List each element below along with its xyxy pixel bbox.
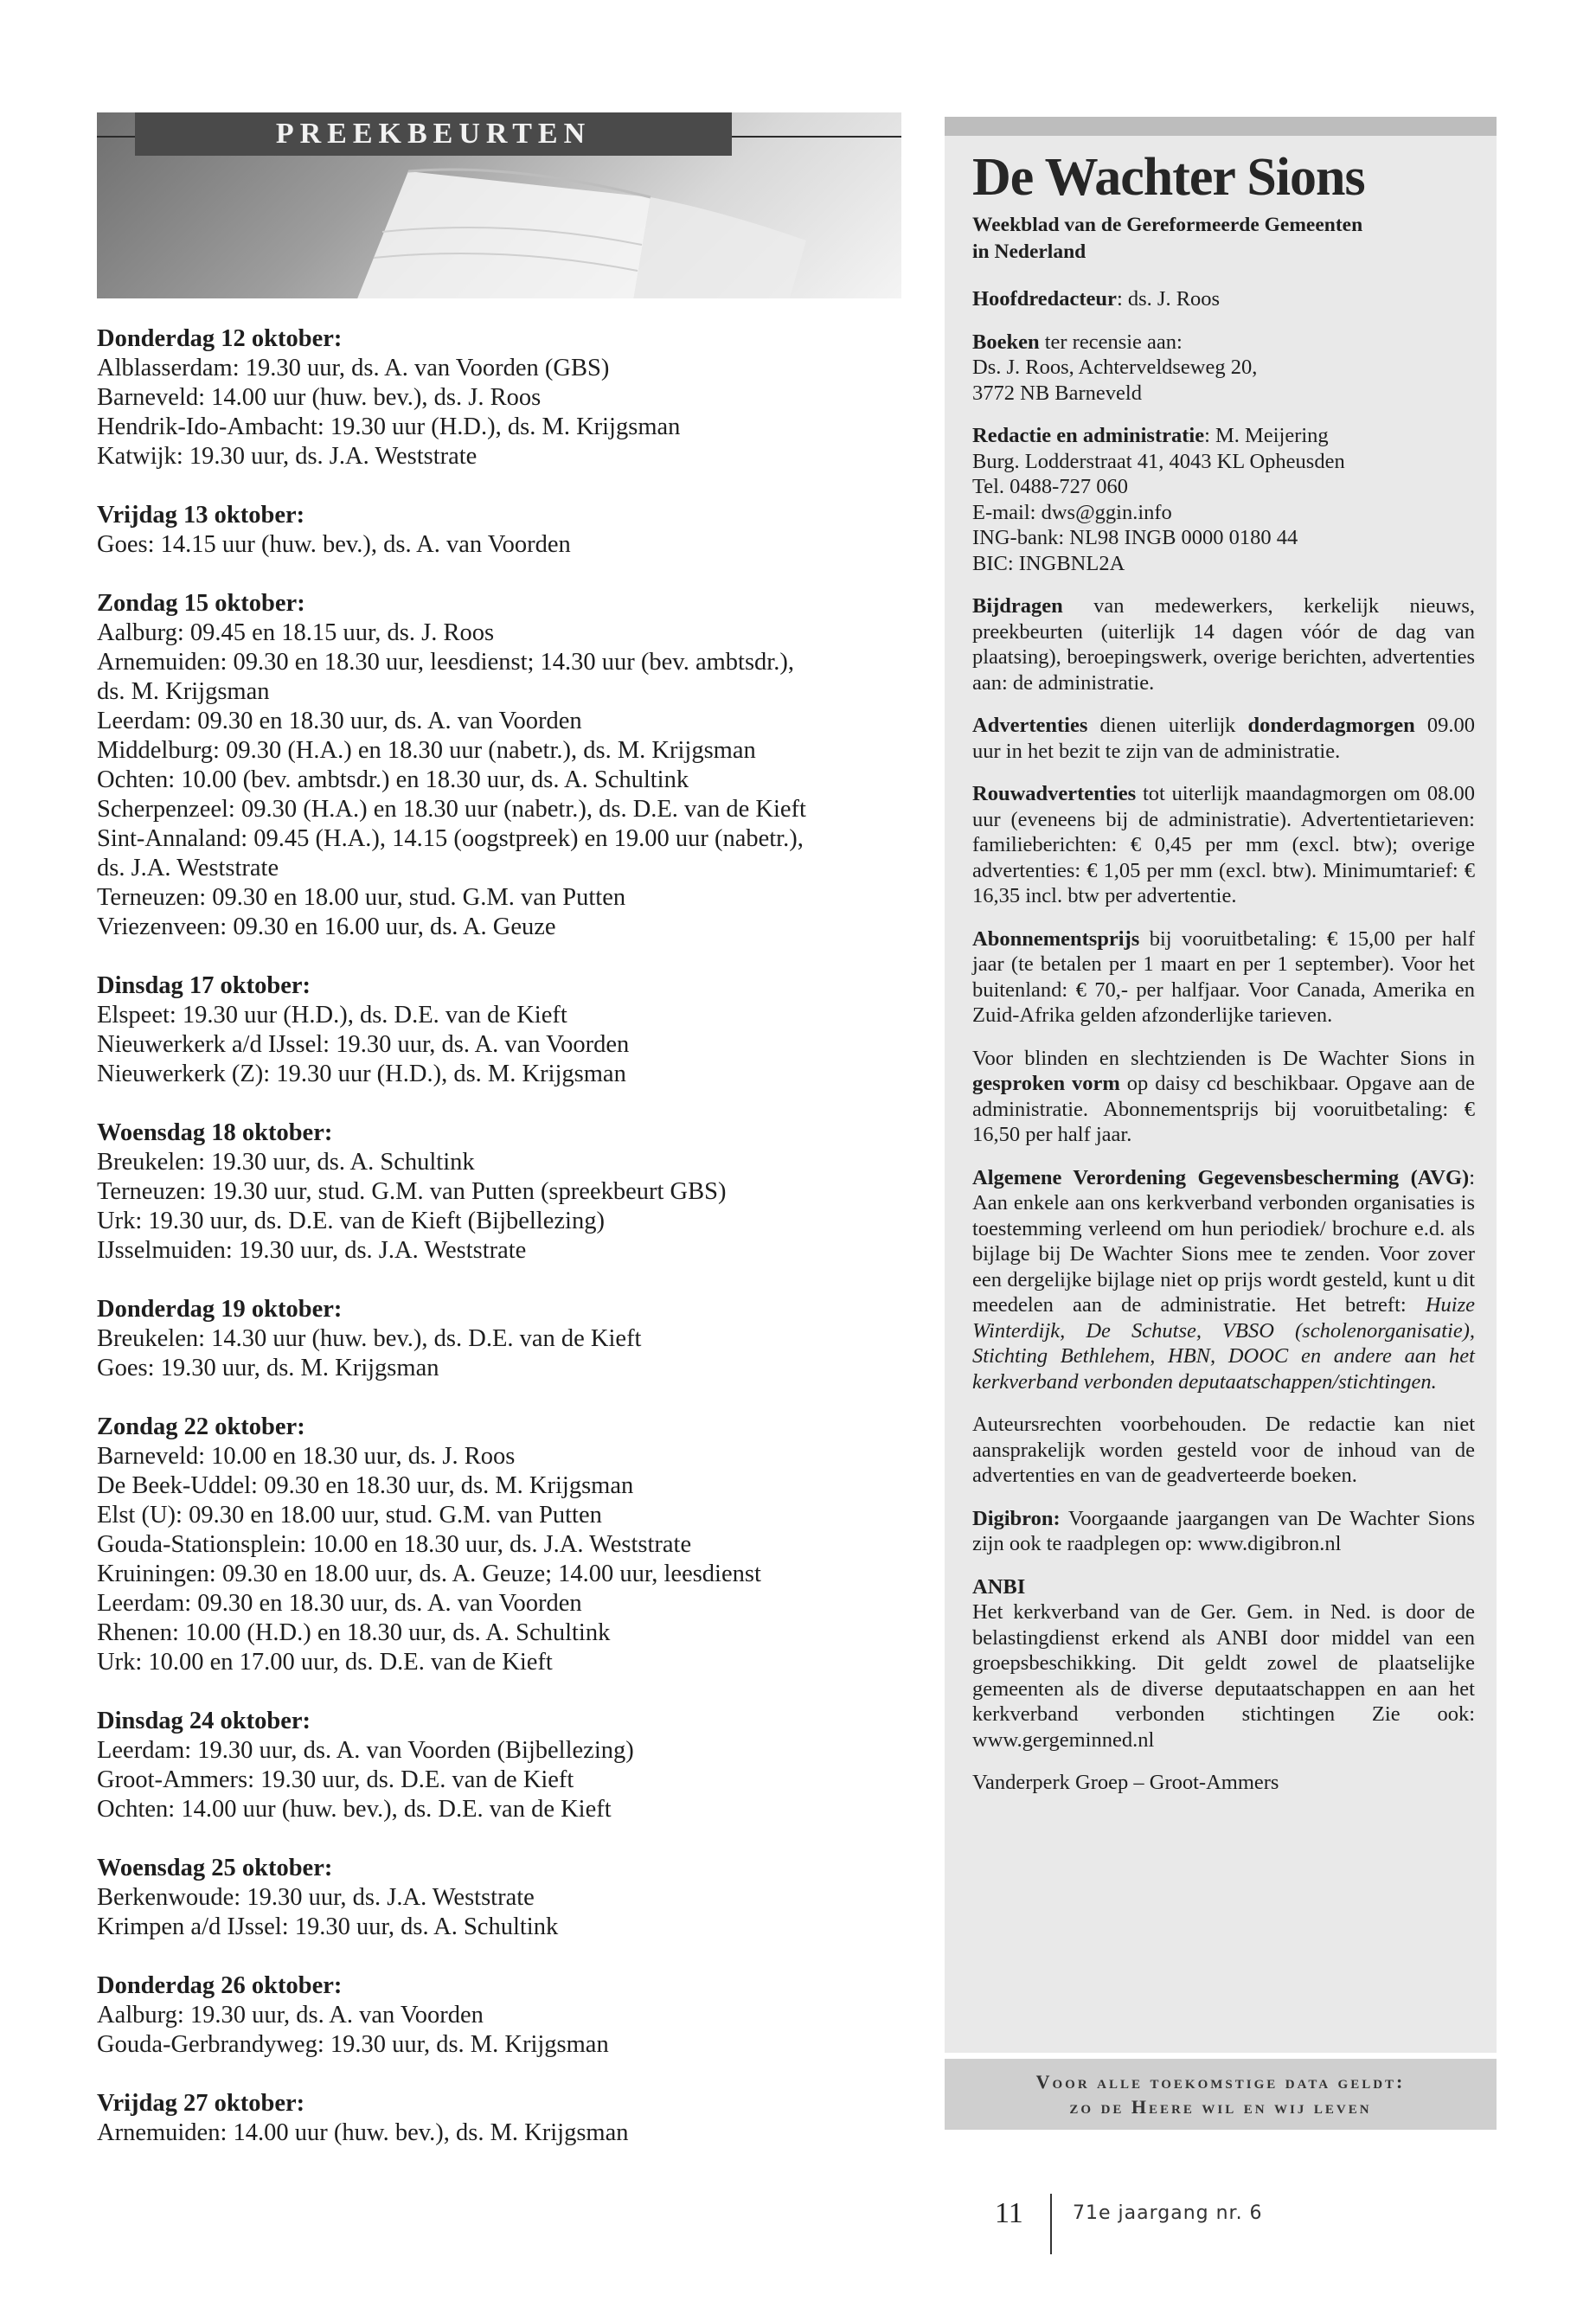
service-entry: Vriezenveen: 09.30 en 16.00 uur, ds. A. Geuze <box>97 913 556 940</box>
service-entry: Berkenwoude: 19.30 uur, ds. J.A. Weststrate <box>97 1884 535 1911</box>
open-book-icon <box>97 137 901 298</box>
service-entry: Urk: 10.00 en 17.00 uur, ds. D.E. van de Kieft <box>97 1649 553 1676</box>
service-entry: Leerdam: 09.30 en 18.30 uur, ds. A. van Voorden <box>97 708 582 734</box>
service-entry: Leerdam: 19.30 uur, ds. A. van Voorden (Bijbellezing) <box>97 1737 634 1764</box>
service-entry: Elst (U): 09.30 en 18.00 uur, stud. G.M. van Putten <box>97 1502 602 1529</box>
service-entry: Goes: 19.30 uur, ds. M. Krijgsman <box>97 1355 439 1381</box>
service-entry: Arnemuiden: 09.30 en 18.30 uur, leesdienst; 14.30 uur (bev. ambtsdr.), <box>97 649 794 676</box>
day-group <box>97 2089 901 2148</box>
auteursrechten-block: Auteursrechten voorbehouden. De redactie kan niet aansprakelijk worden gesteld voor de inhoud van de advertenties en van de geadverteerde boeken. <box>972 1413 1475 1487</box>
rouwadvertenties-block: Rouwadvertenties tot uiterlijk maandagmorgen om 08.00 uur (eveneens bij de administratie). Advertentietarieven: familieberichten: € 0,45 per mm (excl. btw); overige advertenties: € 1,05 per mm (excl. btw). Minimumtarief: € 16,35 incl. btw per advertentie. <box>972 782 1475 907</box>
bijdragen-block: Bijdragen van medewerkers, kerkelijk nieuws, preekbeurten (uiterlijk 14 dagen vóór de dag van plaatsing), beroepingswerk, overige berichten, advertenties aan: de administratie. <box>972 594 1475 695</box>
banner-line-2: zo de Heere wil en wij leven <box>1069 2096 1372 2118</box>
anbi-block: ANBI Het kerkverband van de Ger. Gem. in Ned. is door de belastingdienst erkend als ANBI door middel van een groepsbeschikking. Dit geldt zowel de plaatselijke gemeenten als de diverse deputaatschappen en aan het kerkverband verbonden stichtingen Zie ook: www.gergeminned.nl <box>972 1574 1475 1752</box>
day-heading: Vrijdag 13 oktober: <box>97 502 305 529</box>
day-heading: Dinsdag 24 oktober: <box>97 1708 311 1734</box>
day-heading: Donderdag 26 oktober: <box>97 1972 343 1999</box>
service-entry: Scherpenzeel: 09.30 (H.A.) en 18.30 uur (nabetr.), ds. D.E. van de Kieft <box>97 796 806 823</box>
preekbeurten-header <box>97 112 901 298</box>
service-entry: Alblasserdam: 19.30 uur, ds. A. van Voorden (GBS) <box>97 355 610 381</box>
day-group <box>97 1118 901 1266</box>
issue-info: 71e jaargang nr. 6 <box>1073 2202 1263 2224</box>
service-entry: Groot-Ammers: 19.30 uur, ds. D.E. van de Kieft <box>97 1766 574 1793</box>
day-group <box>97 971 901 1089</box>
digibron-block: Digibron: Voorgaande jaargangen van De Wachter Sions zijn ook te raadplegen op: www.digibron.nl <box>972 1506 1475 1555</box>
page-number: 11 <box>995 2197 1023 2229</box>
redactie-block: Redactie en administratie: M. Meijering Burg. Lodderstraat 41, 4043 KL Opheusden Tel. 0488-727 060 E-mail: dws@ggin.info ING-bank: NL98 INGB 0000 0180 44 BIC: INGBNL2A <box>972 424 1345 575</box>
service-entry: Leerdam: 09.30 en 18.30 uur, ds. A. van Voorden <box>97 1590 582 1617</box>
day-heading: Zondag 22 oktober: <box>97 1413 305 1440</box>
printer-credit: Vanderperk Groep – Groot-Ammers <box>972 1771 1279 1794</box>
service-entry: Nieuwerkerk a/d IJssel: 19.30 uur, ds. A. van Voorden <box>97 1031 630 1058</box>
schedule-list <box>97 324 901 2148</box>
service-entry: Sint-Annaland: 09.45 (H.A.), 14.15 (oogstpreek) en 19.00 uur (nabetr.), <box>97 825 804 852</box>
service-entry: Breukelen: 19.30 uur, ds. A. Schultink <box>97 1149 475 1176</box>
service-entry: De Beek-Uddel: 09.30 en 18.30 uur, ds. M. Krijgsman <box>97 1472 634 1499</box>
service-entry: Terneuzen: 09.30 en 18.00 uur, stud. G.M. van Putten <box>97 884 626 911</box>
service-entry: Ochten: 10.00 (bev. ambtsdr.) en 18.30 uur, ds. A. Schultink <box>97 766 689 793</box>
day-group <box>97 501 901 560</box>
footer-divider <box>1050 2194 1052 2254</box>
service-entry: Gouda-Gerbrandyweg: 19.30 uur, ds. M. Krijgsman <box>97 2031 609 2058</box>
banner-line-1: Voor alle toekomstige data geldt: <box>1035 2071 1406 2093</box>
magazine-subtitle: Weekblad van de Gereformeerde Gemeenten in Nederland <box>972 214 1363 263</box>
blinden-block: Voor blinden en slechtzienden is De Wachter Sions in gesproken vorm op daisy cd beschikbaar. Opgave aan de administratie. Abonnementsprijs bij vooruitbetaling: € 16,50 per half jaar. <box>972 1046 1475 1146</box>
closing-banner <box>945 2059 1497 2130</box>
day-group <box>97 589 901 942</box>
preekbeurten-column <box>97 112 901 2177</box>
hoofdredacteur: Hoofdredacteur: ds. J. Roos <box>972 287 1221 311</box>
day-heading: Vrijdag 27 oktober: <box>97 2090 305 2117</box>
colophon-panel <box>945 117 1497 2053</box>
advertenties-block: Advertenties dienen uiterlijk donderdagmorgen 09.00 uur in het bezit te zijn van de administratie. <box>972 714 1476 763</box>
day-heading: Woensdag 18 oktober: <box>97 1119 333 1146</box>
service-entry: Katwijk: 19.30 uur, ds. J.A. Weststrate <box>97 443 478 470</box>
service-entry: Aalburg: 09.45 en 18.15 uur, ds. J. Roos <box>97 619 495 646</box>
day-group <box>97 1413 901 1677</box>
magazine-title: De Wachter Sions <box>972 148 1365 207</box>
service-entry: ds. M. Krijgsman <box>97 678 270 705</box>
service-entry: Nieuwerkerk (Z): 19.30 uur (H.D.), ds. M. Krijgsman <box>97 1061 626 1087</box>
day-heading: Donderdag 12 oktober: <box>97 325 343 352</box>
colophon-top-bar <box>945 117 1497 136</box>
day-heading: Dinsdag 17 oktober: <box>97 972 311 999</box>
service-entry: Gouda-Stationsplein: 10.00 en 18.30 uur, ds. J.A. Weststrate <box>97 1531 692 1558</box>
service-entry: Terneuzen: 19.30 uur, stud. G.M. van Putten (spreekbeurt GBS) <box>97 1178 727 1205</box>
service-entry: Ochten: 14.00 uur (huw. bev.), ds. D.E. van de Kieft <box>97 1796 612 1823</box>
day-heading: Zondag 15 oktober: <box>97 590 305 617</box>
service-entry: Middelburg: 09.30 (H.A.) en 18.30 uur (nabetr.), ds. M. Krijgsman <box>97 737 756 764</box>
day-group <box>97 1295 901 1383</box>
abonnementsprijs-block: Abonnementsprijs bij vooruitbetaling: € 15,00 per half jaar (te betalen per 1 maart en per 1 september). Voor het buitenland: € 70,- per halfjaar. Voor Canada, Amerika en Zuid-Afrika gelden afzonderlijke tarieven. <box>972 926 1475 1027</box>
day-group <box>97 1707 901 1824</box>
section-title: PREEKBEURTEN <box>135 112 732 156</box>
service-entry: Breukelen: 14.30 uur (huw. bev.), ds. D.E. van de Kieft <box>97 1325 642 1352</box>
day-group <box>97 1971 901 2060</box>
service-entry: Kruiningen: 09.30 en 18.00 uur, ds. A. Geuze; 14.00 uur, leesdienst <box>97 1561 761 1587</box>
avg-block: Algemene Verordening Gegevensbescherming (AVG): Aan enkele aan ons kerkverband verbonden organisaties is toestemming verleend om hun periodiek/ brochure e.d. als bijlage bij De Wachter Sions mee te zenden. Voor zover een dergelijke bijlage niet op prijs wordt gesteld, kunt u dit meedelen aan de administratie. Het betreft: Huize Winterdijk, De Schutse, VBSO (scholenorganisatie), Stichting Bethlehem, HBN, DOOC en andere aan het kerkverband verbonden deputaatschappen/stichtingen. <box>972 1165 1475 1394</box>
service-entry: Krimpen a/d IJssel: 19.30 uur, ds. A. Schultink <box>97 1913 559 1940</box>
service-entry: Aalburg: 19.30 uur, ds. A. van Voorden <box>97 2002 484 2029</box>
service-entry: Elspeet: 19.30 uur (H.D.), ds. D.E. van de Kieft <box>97 1002 567 1029</box>
service-entry: Rhenen: 10.00 (H.D.) en 18.30 uur, ds. A. Schultink <box>97 1619 611 1646</box>
boeken-block: Boeken ter recensie aan: Ds. J. Roos, Achterveldseweg 20, 3772 NB Barneveld <box>972 330 1258 405</box>
service-entry: Urk: 19.30 uur, ds. D.E. van de Kieft (Bijbellezing) <box>97 1208 605 1234</box>
service-entry: Hendrik-Ido-Ambacht: 19.30 uur (H.D.), ds. M. Krijgsman <box>97 413 681 440</box>
service-entry: Goes: 14.15 uur (huw. bev.), ds. A. van Voorden <box>97 531 571 558</box>
day-heading: Woensdag 25 oktober: <box>97 1855 333 1881</box>
service-entry: Barneveld: 14.00 uur (huw. bev.), ds. J. Roos <box>97 384 542 411</box>
day-group <box>97 1854 901 1942</box>
service-entry: ds. J.A. Weststrate <box>97 855 279 881</box>
service-entry: IJsselmuiden: 19.30 uur, ds. J.A. Weststrate <box>97 1237 527 1264</box>
day-heading: Donderdag 19 oktober: <box>97 1296 343 1323</box>
day-group <box>97 324 901 471</box>
service-entry: Arnemuiden: 14.00 uur (huw. bev.), ds. M. Krijgsman <box>97 2119 629 2146</box>
service-entry: Barneveld: 10.00 en 18.30 uur, ds. J. Roos <box>97 1443 516 1470</box>
